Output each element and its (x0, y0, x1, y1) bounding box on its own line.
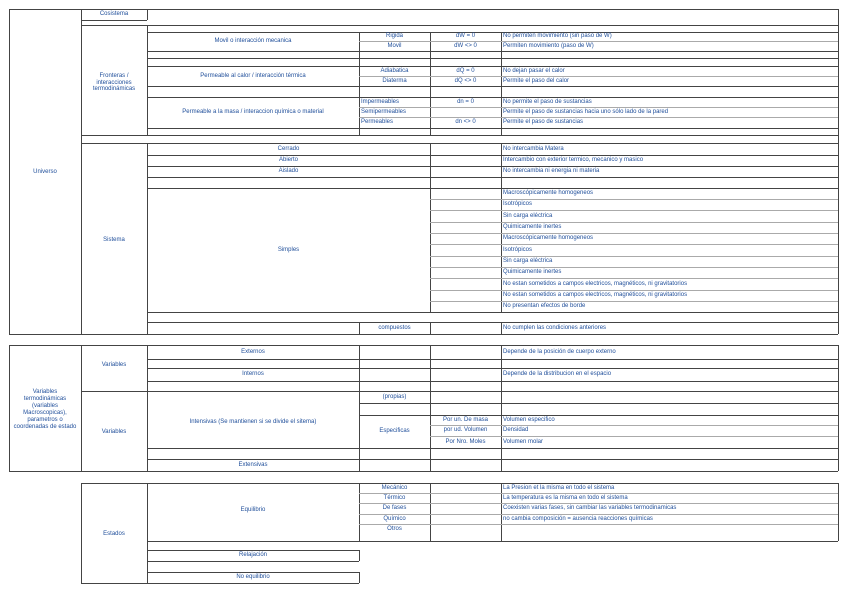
simples-prop: Sin carga eléctrica (503, 258, 553, 265)
permeables-eq: dn <> 0 (455, 119, 476, 126)
universo-label: Universo (33, 168, 57, 175)
impermeables-desc: No permite el paso de sustancias (503, 98, 592, 105)
externos-label: Externos (241, 348, 265, 355)
aislado-desc: No intercambia ni energia ni materia (503, 168, 600, 175)
por-masa-desc: Volumen especifico (503, 416, 555, 423)
simples-prop: Isotrópicos (503, 246, 533, 253)
de-fases-label: De fases (382, 505, 407, 512)
intensivas-label: Intensivas (Se mantienen si se divide el sitema) (189, 418, 317, 425)
compuestos-desc: No cumplen las condiciones anteriores (503, 324, 607, 331)
compuestos-label: compuestos (378, 324, 411, 331)
movil-desc: Permiten movimiento (paso de W) (503, 42, 594, 49)
estados-label: Estados (103, 530, 125, 537)
variables-label-externas: Variables (101, 361, 127, 368)
quimico-desc: no cambia composición = ausencia reacciones químicas (503, 515, 653, 522)
internos-desc: Depende de la distribucion en el espacio (503, 371, 612, 378)
permeable-calor-label: Permeable al calor / interacción térmica (200, 72, 306, 79)
cosistema-label: Cosistema (99, 11, 129, 18)
impermeables-label: Impermeables (361, 98, 400, 105)
sistema-label: Sistema (103, 236, 125, 243)
variables-termodinamicas-title: Variables termodinámicas (variables Macroscopicas), parametros o coordenadas de estado (13, 389, 77, 430)
simples-label: Simples (277, 246, 300, 253)
permeables-label: Permeables (361, 119, 394, 126)
no-equilibrio-label: No equilibrio (236, 574, 270, 581)
de-fases-desc: Coexisten varias fases, sin cambiar las variables termodinamicas (503, 505, 677, 512)
diaterma-eq: dQ <> 0 (454, 77, 477, 84)
rigida-desc: No permiten movimiento (sin paso de W) (503, 33, 612, 40)
abierto-label: Abierto (278, 157, 298, 164)
otros-label: Otros (387, 526, 402, 533)
permeables-desc: Permite el paso de sustancias (503, 119, 584, 126)
diaterma-desc: Permite el paso del calor (503, 77, 570, 84)
abierto-desc: Intercambio con exterior termico, mecanico y masico (503, 157, 644, 164)
por-volumen-label: por ud. Volumen (443, 427, 488, 434)
quimico-label: Químico (383, 515, 406, 522)
rigida-label: Rigida (385, 33, 403, 40)
adiabatica-desc: No dejan pasar el calor (503, 67, 565, 74)
por-moles-label: Por Nro. Moles (445, 438, 486, 445)
permeable-masa-label: Permeable a la masa / interaccion química o material (182, 109, 324, 116)
rigida-eq: dW = 0 (455, 33, 476, 40)
adiabatica-eq: dQ = 0 (456, 67, 475, 74)
por-moles-desc: Volumen molar (503, 438, 544, 445)
simples-prop: Macroscópicamente homogeneos (503, 190, 594, 197)
extensivas-label: Extensivas (238, 461, 268, 468)
fronteras-label: Fronteras / interacciones termodinámicas (92, 72, 136, 93)
simples-prop: Macroscópicamente homogeneos (503, 235, 594, 242)
equilibrio-label: Equilibrio (240, 506, 266, 513)
semipermeables-label: Semipermeables (361, 108, 407, 115)
simples-prop: Quimicamente inertes (503, 269, 562, 276)
simples-prop: Sin carga eléctrica (503, 212, 553, 219)
cerrado-label: Cerrado (277, 145, 300, 152)
movil-label: Movil (387, 42, 402, 49)
variables-label-intensivas: Variables (101, 428, 127, 435)
especificas-label: Especificas (379, 428, 410, 435)
simples-prop: Quimicamente inertes (503, 224, 562, 231)
termico-desc: La temperatura es la misma en todo el sistema (503, 494, 628, 501)
semipermeables-desc: Permite el paso de sustancias hacia uno sólo lado de la pared (503, 108, 669, 115)
internos-label: Internos (242, 371, 264, 378)
aislado-label: Aislado (278, 168, 299, 175)
movil-eq: dW <> 0 (454, 42, 477, 49)
cerrado-desc: No intercambia Matera (503, 145, 564, 152)
por-volumen-desc: Densidad (503, 427, 529, 434)
externos-desc: Depende de la posición de cuerpo externo (503, 348, 616, 355)
por-masa-label: Por un. De masa (442, 416, 489, 423)
mecanico-desc: La Presion et la misma en todo el sistema (503, 484, 615, 491)
simples-prop: No estan sometidos a campos electricos, magnéticos, ni gravitatorios (503, 292, 688, 299)
impermeables-eq: dn = 0 (457, 98, 474, 105)
simples-prop: Isotrópicos (503, 201, 533, 208)
simples-prop: No presentan efectos de borde (503, 303, 586, 310)
mecanico-label: Mecánico (381, 484, 408, 491)
simples-prop: No estan sometidos a campos electricos, magnéticos, ni gravitatorios (503, 280, 688, 287)
adiabatica-label: Adiabatica (380, 67, 409, 74)
termico-label: Térmico (383, 494, 406, 501)
diaterma-label: Diaterma (382, 77, 407, 84)
movil-interaccion-label: Movil o interacción mecanica (214, 38, 292, 45)
relajacion-label: Relajación (238, 552, 268, 559)
propias-label: (propias) (382, 393, 407, 400)
